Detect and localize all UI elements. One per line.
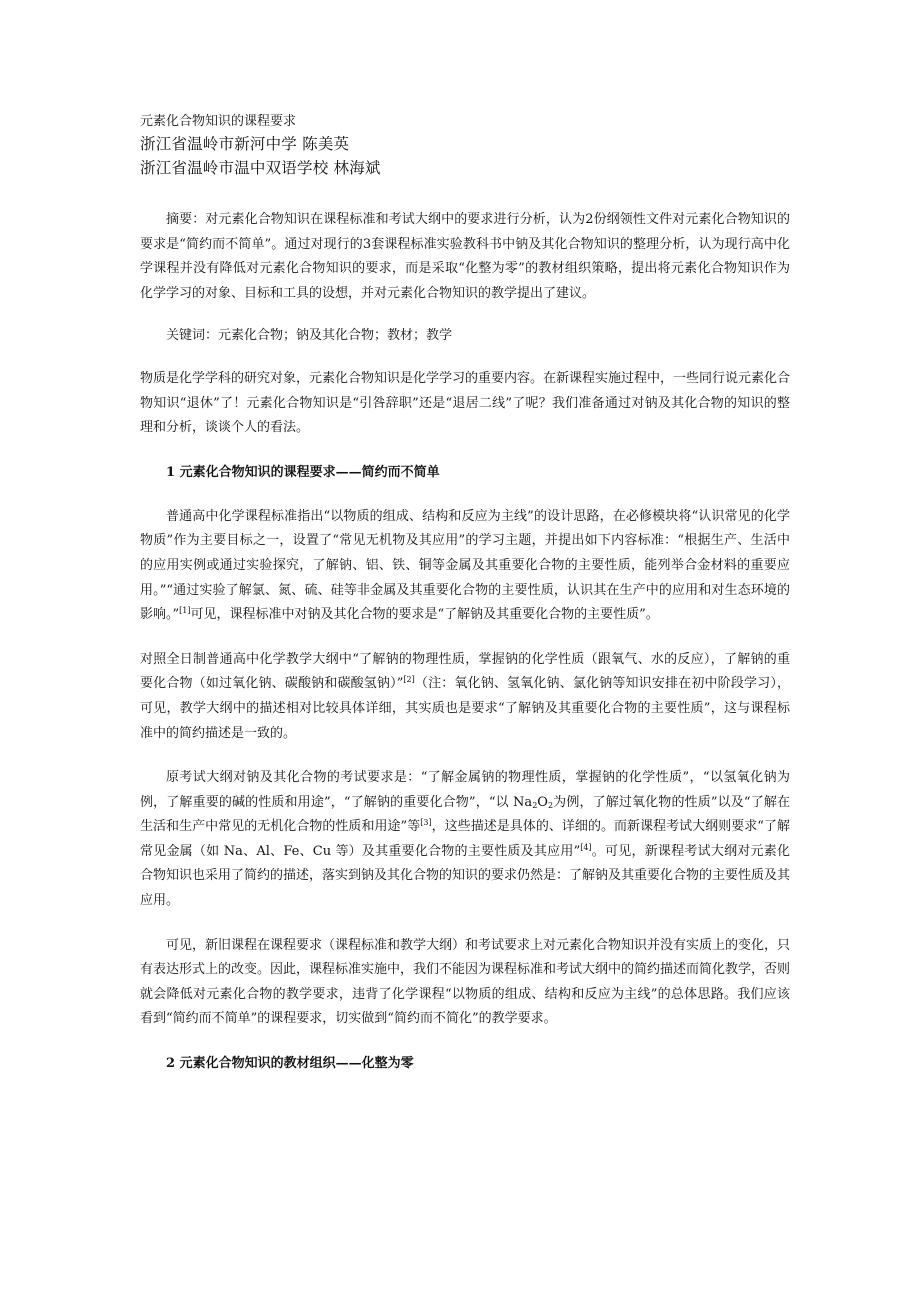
text-span: O bbox=[537, 794, 548, 810]
section-1-paragraph-4: 可见，新旧课程在课程要求（课程标准和教学大纲）和考试要求上对元素化合物知识并没有实质上的变化，只有表达形式上的改变。因此，课程标准实施中，我们不能因为课程标准和考试大纲中的简约描述而简化教学，否则就会降低对元素化合物的教学要求，违背了化学课程“以物质的组成、结构和反应为主线”的总体思路。我们应该看到“简约而不简单”的课程要求，切实做到“简约而不简化”的教学要求。 bbox=[140, 937, 791, 1027]
text-span: ，这些描述是具体的、详细的。而新课程考试大纲则要求“了解常见金属（如 Na、Al、Fe、Cu 等）及其重要化合物的主要性质及其应用” bbox=[140, 819, 790, 859]
section-1-paragraph-1 bbox=[140, 505, 790, 628]
citation-ref: [1] bbox=[179, 606, 191, 616]
citation-ref: [4] bbox=[580, 842, 592, 852]
text-span: 为例，了解过氧化物的性质”以及“了解在生活和生产中常见的无机化合物的性质和用途”等 bbox=[140, 794, 790, 835]
text-span: 原考试大纲对钠及其化合物的考试要求是：“了解金属钠的物理性质，掌握钠的化学性质”，“以氢氧化钠为例，了解重要的碱的性质和用途”，“了解钠的重要化合物”，“以 Na bbox=[140, 770, 790, 810]
document-page bbox=[140, 112, 790, 1076]
subscript: 2 bbox=[547, 800, 554, 810]
text-span: 普通高中化学课程标准指出“以物质的组成、结构和反应为主线”的设计思路，在必修模块将“认识常见的化学物质”作为主要目标之一，设置了“常见无机物及其应用”的学习主题，并提出如下内容标准：“根据生产、生活中的应用实例或通过实验探究，了解钠、铝、铁、铜等金属及其重要化合物的主要性质，能列举合金材料的重要应用。”“通过实验了解氯、氮、硫、硅等非金属及其重要化合物的主要性质，认识其在生产中的应用和对生态环境的影响。” bbox=[140, 508, 790, 623]
abstract-paragraph: 摘要：对元素化合物知识在课程标准和考试大纲中的要求进行分析，认为2份纲领性文件对元素化合物知识的要求是“简约而不简单”。通过对现行的3套课程标准实验教科书中钠及其化合物知识的整理分析，认为现行高中化学课程并没有降低对元素化合物知识的要求，而是采取“化整为零”的教材组织策略，提出将元素化合物知识作为化学学习的对象、目标和工具的设想，并对元素化合物知识的教学提出了建议。 bbox=[140, 212, 790, 301]
citation-ref: [3] bbox=[420, 818, 432, 828]
text-span: （注：氧化钠、氢氧化钠、氯化钠等知识安排在初中阶段学习），可见，教学大纲中的描述相对比较具体详细，其实质也是要求“了解钠及其重要化合物的主要性质”，这与课程标准中的简约描述是一致的。 bbox=[140, 676, 790, 741]
keywords-line: 关键词：元素化合物；钠及其化合物；教材；教学 bbox=[166, 328, 453, 344]
section-1-heading: 1 元素化合物知识的课程要求——简约而不简单 bbox=[166, 464, 440, 480]
text-span: 对照全日制普通高中化学教学大纲中“了解钠的物理性质，掌握钠的化学性质（跟氧气、水的反应），了解钠的重要化合物（如过氧化钠、碳酸钠和碳酸氢钠）” bbox=[140, 651, 790, 692]
citation-ref: [2] bbox=[403, 675, 415, 685]
section-1-paragraph-3 bbox=[140, 766, 790, 914]
text-span: 。可见，新课程考试大纲对元素化合物知识也采用了简约的描述，落实到钠及其化合物的知识的要求仍然是：了解钠及其重要化合物的主要性质及其应用。 bbox=[140, 843, 791, 909]
section-1-paragraph-2 bbox=[140, 648, 790, 746]
text-span: 可见，课程标准中对钠及其化合物的要求是“了解钠及其重要化合物的主要性质”。 bbox=[190, 607, 659, 623]
author-line-1: 浙江省温岭市新河中学 陈美英 bbox=[140, 135, 350, 153]
subscript: 2 bbox=[532, 800, 538, 810]
section-2-heading: 2 元素化合物知识的教材组织——化整为零 bbox=[166, 1056, 414, 1072]
intro-paragraph: 物质是化学学科的研究对象，元素化合物知识是化学学习的重要内容。在新课程实施过程中，一些同行说元素化合物知识“退休”了！元素化合物知识是“引咎辞职”还是“退居二线”了呢？我们准备通过对钠及其化合物的知识的整理和分析，谈谈个人的看法。 bbox=[140, 370, 791, 436]
author-line-2: 浙江省温岭市温中双语学校 林海斌 bbox=[140, 159, 381, 177]
article-title: 元素化合物知识的课程要求 bbox=[140, 114, 297, 129]
